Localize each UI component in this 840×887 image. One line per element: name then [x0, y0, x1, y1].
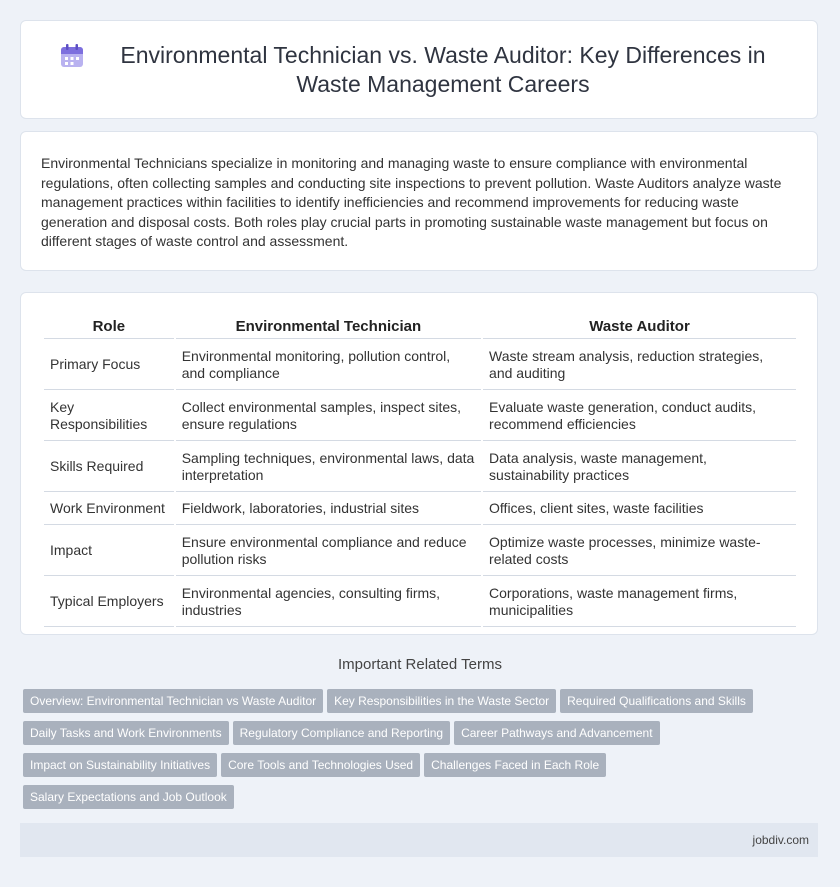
table-row [44, 341, 796, 390]
table-row [44, 527, 796, 576]
table-row [44, 392, 796, 441]
environmental-technician-cell: Ensure environmental compliance and reduce pollution risks [176, 527, 481, 576]
related-term-tag[interactable]: Regulatory Compliance and Reporting [233, 721, 450, 745]
row-label: Work Environment [44, 494, 174, 525]
related-term-tag[interactable]: Challenges Faced in Each Role [424, 753, 606, 777]
header-role: Role [44, 317, 174, 339]
waste-auditor-cell: Corporations, waste management firms, municipalities [483, 578, 796, 627]
comparison-table [42, 315, 798, 629]
footer [20, 823, 818, 857]
table-row [44, 578, 796, 627]
row-label: Primary Focus [44, 341, 174, 390]
row-label: Typical Employers [44, 578, 174, 627]
related-term-tag[interactable]: Career Pathways and Advancement [454, 721, 659, 745]
waste-auditor-cell: Data analysis, waste management, sustainability practices [483, 443, 796, 492]
header-inner [59, 41, 779, 99]
environmental-technician-cell: Environmental agencies, consulting firms, industries [176, 578, 481, 627]
row-label: Key Responsibilities [44, 392, 174, 441]
environmental-technician-cell: Fieldwork, laboratories, industrial sites [176, 494, 481, 525]
related-term-tag[interactable]: Required Qualifications and Skills [560, 689, 753, 713]
table-row [44, 443, 796, 492]
page-title: Environmental Technician vs. Waste Auditor: Key Differences in Waste Management Careers [120, 41, 766, 97]
table-row [44, 494, 796, 525]
comparison-card [20, 292, 818, 635]
header-waste-auditor: Waste Auditor [483, 317, 796, 339]
related-term-tag[interactable]: Key Responsibilities in the Waste Sector [327, 689, 556, 713]
environmental-technician-cell: Sampling techniques, environmental laws, data interpretation [176, 443, 481, 492]
environmental-technician-cell: Environmental monitoring, pollution control, and compliance [176, 341, 481, 390]
table-header-row [44, 317, 796, 339]
related-term-tag[interactable]: Core Tools and Technologies Used [221, 753, 420, 777]
related-term-tag[interactable]: Overview: Environmental Technician vs Waste Auditor [23, 689, 323, 713]
related-term-tag[interactable]: Daily Tasks and Work Environments [23, 721, 229, 745]
header-card [20, 20, 818, 119]
environmental-technician-cell: Collect environmental samples, inspect sites, ensure regulations [176, 392, 481, 441]
header-environmental-technician: Environmental Technician [176, 317, 481, 339]
related-terms-title: Important Related Terms [338, 656, 502, 673]
related-term-tag[interactable]: Impact on Sustainability Initiatives [23, 753, 217, 777]
row-label: Impact [44, 527, 174, 576]
footer-site-link[interactable]: jobdiv.com [752, 833, 809, 847]
row-label: Skills Required [44, 443, 174, 492]
calendar-icon [59, 43, 85, 69]
waste-auditor-cell: Waste stream analysis, reduction strategies, and auditing [483, 341, 796, 390]
waste-auditor-cell: Offices, client sites, waste facilities [483, 494, 796, 525]
intro-card [20, 131, 818, 271]
intro-text: Environmental Technicians specialize in monitoring and managing waste to ensure compliance with environmental regulations, often collecting samples and conducting site inspections to prevent pollution. Waste Auditors analyze waste management practices within facilities to identify inefficiencies and recommend improvements for reducing waste generation and disposal costs. Both roles play crucial parts in promoting sustainable waste management but focus on different stages of waste control and assessment. [41, 155, 782, 250]
waste-auditor-cell: Optimize waste processes, minimize waste-related costs [483, 527, 796, 576]
waste-auditor-cell: Evaluate waste generation, conduct audits, recommend efficiencies [483, 392, 796, 441]
related-terms-tags [23, 689, 813, 817]
related-term-tag[interactable]: Salary Expectations and Job Outlook [23, 785, 234, 809]
